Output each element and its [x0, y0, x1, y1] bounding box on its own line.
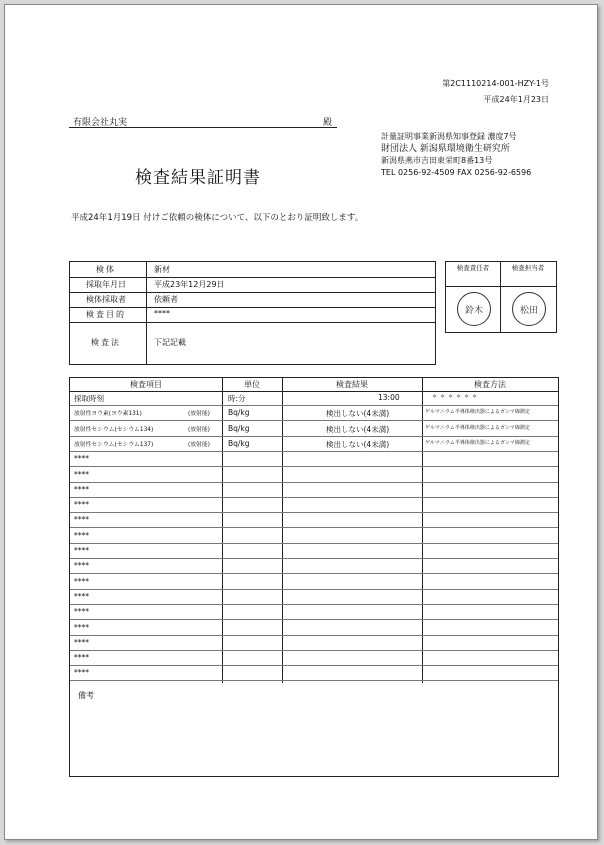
- seal-caption: 検査担当者: [511, 264, 545, 272]
- cell-result: 13:00: [378, 393, 400, 402]
- result-row: [70, 559, 558, 574]
- intro-text: 平成24年1月19日 付けご依頼の検体について、以下のとおり証明致します。: [71, 213, 364, 223]
- header-method: 検査方法: [474, 380, 506, 389]
- sample-row: [70, 292, 435, 308]
- cell-item: ****: [74, 637, 89, 647]
- cell-unit: Bq/kg: [228, 438, 250, 448]
- sample-label: 検査目的: [86, 310, 126, 319]
- sample-value: 平成23年12月29日: [154, 280, 225, 289]
- certificate-page: [4, 4, 598, 840]
- client-underline: [69, 127, 337, 128]
- result-row: [70, 498, 558, 513]
- results-header-row: [70, 378, 558, 392]
- result-row: [70, 483, 558, 498]
- cell-item: 放射性セシウム(セシウム137): [74, 441, 154, 448]
- cell-method: ＊＊＊＊＊＊: [432, 394, 481, 400]
- issuer-line: TEL 0256-92-4509 FAX 0256-92-6596: [381, 168, 532, 177]
- cell-tag: (放射能): [188, 441, 210, 448]
- cell-result: 検出しない(4未満): [326, 424, 390, 434]
- sample-row: [70, 262, 435, 278]
- divider: [446, 286, 556, 287]
- sample-row: [70, 307, 435, 323]
- sample-value: 新材: [154, 265, 170, 274]
- result-row: [70, 513, 558, 528]
- sample-value: ****: [154, 309, 170, 318]
- cell-item: ****: [74, 546, 89, 555]
- cell-result: 検出しない(4未満): [326, 439, 390, 449]
- result-row: [70, 651, 558, 666]
- cell-item: ****: [74, 454, 89, 464]
- cell-item: ****: [74, 469, 89, 479]
- sample-label: 検体採取者: [86, 295, 126, 304]
- sample-label: 検体: [96, 265, 116, 274]
- cell-item: 放射性セシウム(セシウム134): [74, 426, 154, 433]
- cell-method: ゲルマニウム半導体検出器によるガンマ線測定: [425, 424, 530, 431]
- cell-unit: 時:分: [228, 394, 246, 403]
- issuer-line: 新潟県燕市吉田東栄町8番13号: [381, 156, 493, 165]
- cell-item: ****: [74, 622, 89, 632]
- result-row: [70, 406, 558, 421]
- cell-result: 検出しない(4未満): [326, 409, 390, 419]
- cell-item: ****: [74, 576, 89, 586]
- sample-info-table: [69, 261, 436, 365]
- result-row: [70, 422, 558, 437]
- cell-item: 放射性ヨウ素(ヨウ素131): [74, 411, 142, 418]
- sample-label: 検査法: [91, 338, 121, 347]
- result-row: [70, 605, 558, 620]
- result-row: [70, 452, 558, 467]
- cell-item: ****: [74, 484, 89, 494]
- result-row: [70, 621, 558, 636]
- cell-item: ****: [74, 653, 89, 663]
- sample-label: 採取年月日: [86, 280, 126, 289]
- result-row: [70, 544, 558, 559]
- personal-seal-stamp: 鈴木: [457, 292, 491, 326]
- cell-tag: (放射能): [188, 426, 210, 433]
- cell-item: ****: [74, 668, 89, 678]
- document-title: 検査結果証明書: [135, 168, 261, 188]
- seal-table: [445, 261, 557, 333]
- result-row: [70, 468, 558, 483]
- results-table: [69, 377, 559, 777]
- cell-unit: Bq/kg: [228, 408, 250, 418]
- issuer-line: 財団法人 新潟県環境衛生研究所: [381, 144, 510, 154]
- cell-tag: (放射能): [188, 411, 210, 418]
- result-row: [70, 391, 558, 406]
- certificate-date: 平成24年1月23日: [483, 95, 549, 104]
- cell-item: ****: [74, 500, 89, 510]
- client-name: 有限会社丸実: [73, 118, 128, 128]
- sample-value: 下記記載: [154, 338, 186, 347]
- honorific: 殿: [323, 118, 333, 128]
- cell-item: ****: [74, 591, 89, 601]
- cell-method: ゲルマニウム半導体検出器によるガンマ線測定: [425, 439, 530, 446]
- remarks-label: 備考: [78, 691, 94, 700]
- cell-item: 採取時刻: [74, 394, 104, 403]
- result-row: [70, 590, 558, 605]
- sample-value: 依頼者: [154, 295, 178, 304]
- header-result: 検査結果: [336, 380, 368, 389]
- result-row: [70, 666, 558, 681]
- cell-item: ****: [74, 561, 89, 571]
- cell-unit: Bq/kg: [228, 423, 250, 433]
- certificate-number: 第2C1110214-001-HZY-1号: [442, 79, 549, 88]
- result-row: [70, 636, 558, 651]
- personal-seal-stamp: 松田: [512, 292, 546, 326]
- header-unit: 単位: [244, 380, 260, 389]
- sample-row: [70, 322, 435, 363]
- cell-item: ****: [74, 515, 89, 525]
- cell-item: ****: [74, 607, 89, 617]
- cell-method: ゲルマニウム半導体検出器によるガンマ線測定: [425, 409, 530, 416]
- result-row: [70, 575, 558, 590]
- result-row: [70, 437, 558, 452]
- issuer-block: [381, 131, 531, 179]
- result-row: [70, 529, 558, 544]
- seal-caption: 検査責任者: [456, 264, 490, 272]
- cell-item: ****: [74, 530, 89, 540]
- sample-row: [70, 277, 435, 293]
- header-item: 検査項目: [130, 380, 162, 389]
- issuer-line: 計量証明事業新潟県知事登録 濃度7号: [381, 132, 517, 141]
